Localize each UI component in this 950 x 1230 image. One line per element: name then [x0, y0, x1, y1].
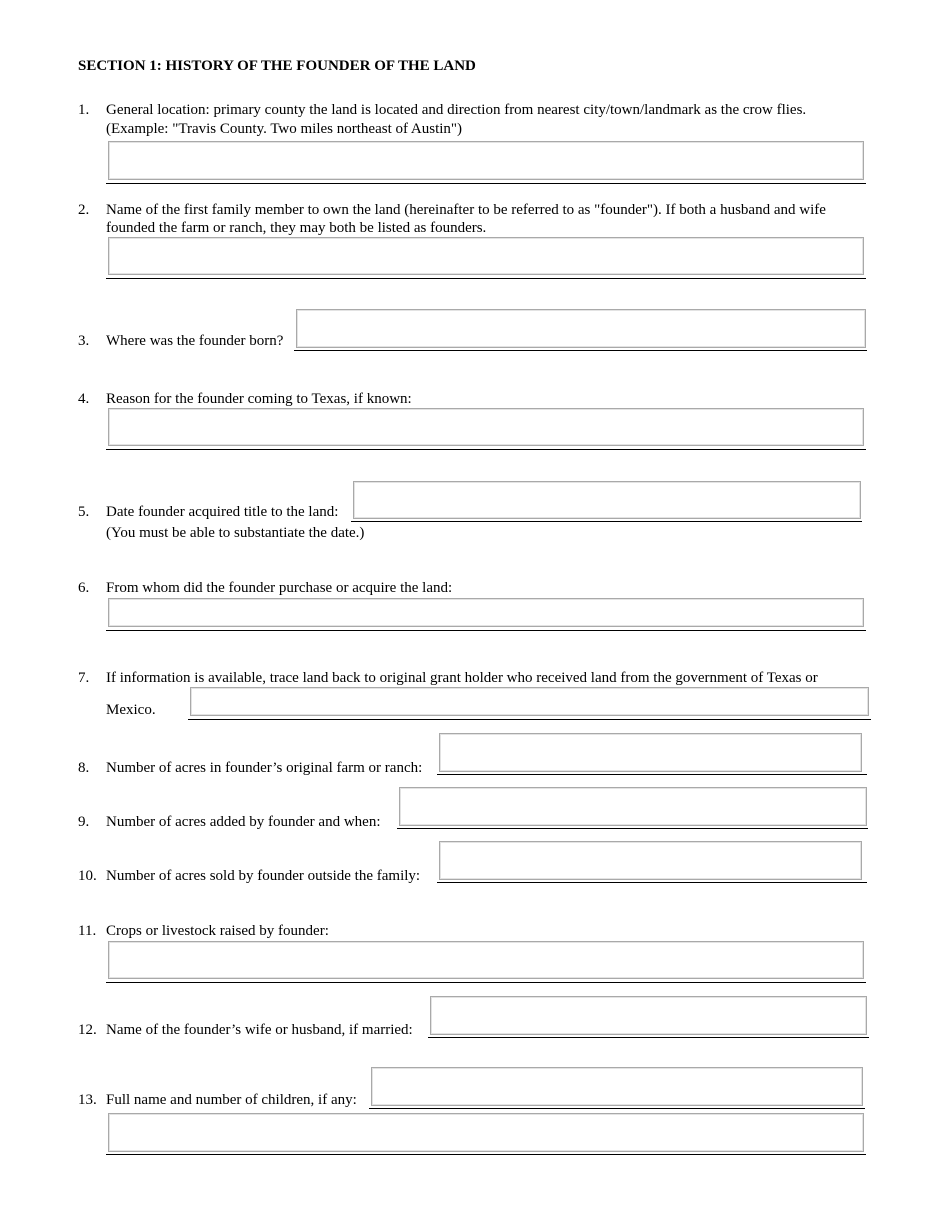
question-label: Crops or livestock raised by founder:	[106, 923, 329, 939]
general-location-input[interactable]	[109, 142, 863, 179]
answer-underline	[106, 982, 866, 983]
question-number: 4.	[78, 391, 90, 407]
answer-underline	[106, 183, 866, 184]
question-number: 6.	[78, 580, 90, 596]
question-number: 3.	[78, 333, 90, 349]
answer-underline	[106, 278, 866, 279]
founder-name-field[interactable]	[108, 237, 864, 275]
question-label: Number of acres sold by founder outside the family:	[106, 868, 421, 884]
question-number: 5.	[78, 504, 90, 520]
answer-underline	[369, 1108, 865, 1109]
answer-underline	[294, 350, 867, 351]
answer-underline	[437, 774, 867, 775]
general-location-field[interactable]	[108, 141, 864, 180]
question-hint: (Example: "Travis County. Two miles northeast of Austin")	[106, 121, 463, 137]
question-number: 7.	[78, 670, 90, 686]
question-number: 2.	[78, 202, 90, 218]
children-continued-input[interactable]	[109, 1114, 863, 1151]
children-input[interactable]	[372, 1068, 862, 1105]
spouse-name-input[interactable]	[431, 997, 866, 1034]
reason-coming-texas-input[interactable]	[109, 409, 863, 445]
title-acquired-date-field[interactable]	[353, 481, 861, 519]
answer-underline	[437, 882, 867, 883]
question-label: Number of acres in founder’s original farm or ranch:	[106, 760, 423, 776]
question-label-cont: founded the farm or ranch, they may both be listed as founders.	[106, 220, 487, 236]
question-label: Number of acres added by founder and when:	[106, 814, 381, 830]
original-grant-holder-field[interactable]	[190, 687, 869, 716]
question-number: 11.	[78, 923, 97, 939]
section-title: SECTION 1: HISTORY OF THE FOUNDER OF THE LAND	[78, 58, 476, 74]
answer-underline	[106, 1154, 866, 1155]
acres-sold-field[interactable]	[439, 841, 862, 880]
question-label: Reason for the founder coming to Texas, if known:	[106, 391, 412, 407]
question-number: 8.	[78, 760, 90, 776]
question-number: 9.	[78, 814, 90, 830]
question-label: Name of the first family member to own the land (hereinafter to be referred to as "founder"). If both a husband and wife	[106, 202, 826, 218]
children-continued-field[interactable]	[108, 1113, 864, 1152]
children-field[interactable]	[371, 1067, 863, 1106]
question-number: 13.	[78, 1092, 97, 1108]
acres-sold-input[interactable]	[440, 842, 861, 879]
original-acres-field[interactable]	[439, 733, 862, 772]
answer-underline	[351, 521, 862, 522]
spouse-name-field[interactable]	[430, 996, 867, 1035]
acquired-from-input[interactable]	[109, 599, 863, 626]
acquired-from-field[interactable]	[108, 598, 864, 627]
question-label: Where was the founder born?	[106, 333, 284, 349]
reason-coming-texas-field[interactable]	[108, 408, 864, 446]
answer-underline	[106, 630, 866, 631]
answer-underline	[106, 449, 866, 450]
question-label: From whom did the founder purchase or acquire the land:	[106, 580, 453, 596]
question-number: 10.	[78, 868, 97, 884]
question-number: 12.	[78, 1022, 97, 1038]
answer-underline	[188, 719, 871, 720]
founder-name-input[interactable]	[109, 238, 863, 274]
question-label: If information is available, trace land back to original grant holder who received land from the government of Texas or	[106, 670, 818, 686]
answer-underline	[397, 828, 868, 829]
answer-underline	[428, 1037, 869, 1038]
crops-livestock-field[interactable]	[108, 941, 864, 979]
question-label-cont: Mexico.	[106, 702, 156, 718]
crops-livestock-input[interactable]	[109, 942, 863, 978]
question-label: Name of the founder’s wife or husband, if married:	[106, 1022, 413, 1038]
founder-birthplace-input[interactable]	[297, 310, 865, 347]
question-hint: (You must be able to substantiate the date.)	[106, 525, 365, 541]
original-acres-input[interactable]	[440, 734, 861, 771]
question-label: Full name and number of children, if any:	[106, 1092, 357, 1108]
question-label: General location: primary county the land is located and direction from nearest city/town/landmark as the crow flies.	[106, 102, 807, 118]
founder-birthplace-field[interactable]	[296, 309, 866, 348]
acres-added-field[interactable]	[399, 787, 867, 826]
question-label: Date founder acquired title to the land:	[106, 504, 339, 520]
acres-added-input[interactable]	[400, 788, 866, 825]
title-acquired-date-input[interactable]	[354, 482, 860, 518]
original-grant-holder-input[interactable]	[191, 688, 868, 715]
question-number: 1.	[78, 102, 90, 118]
